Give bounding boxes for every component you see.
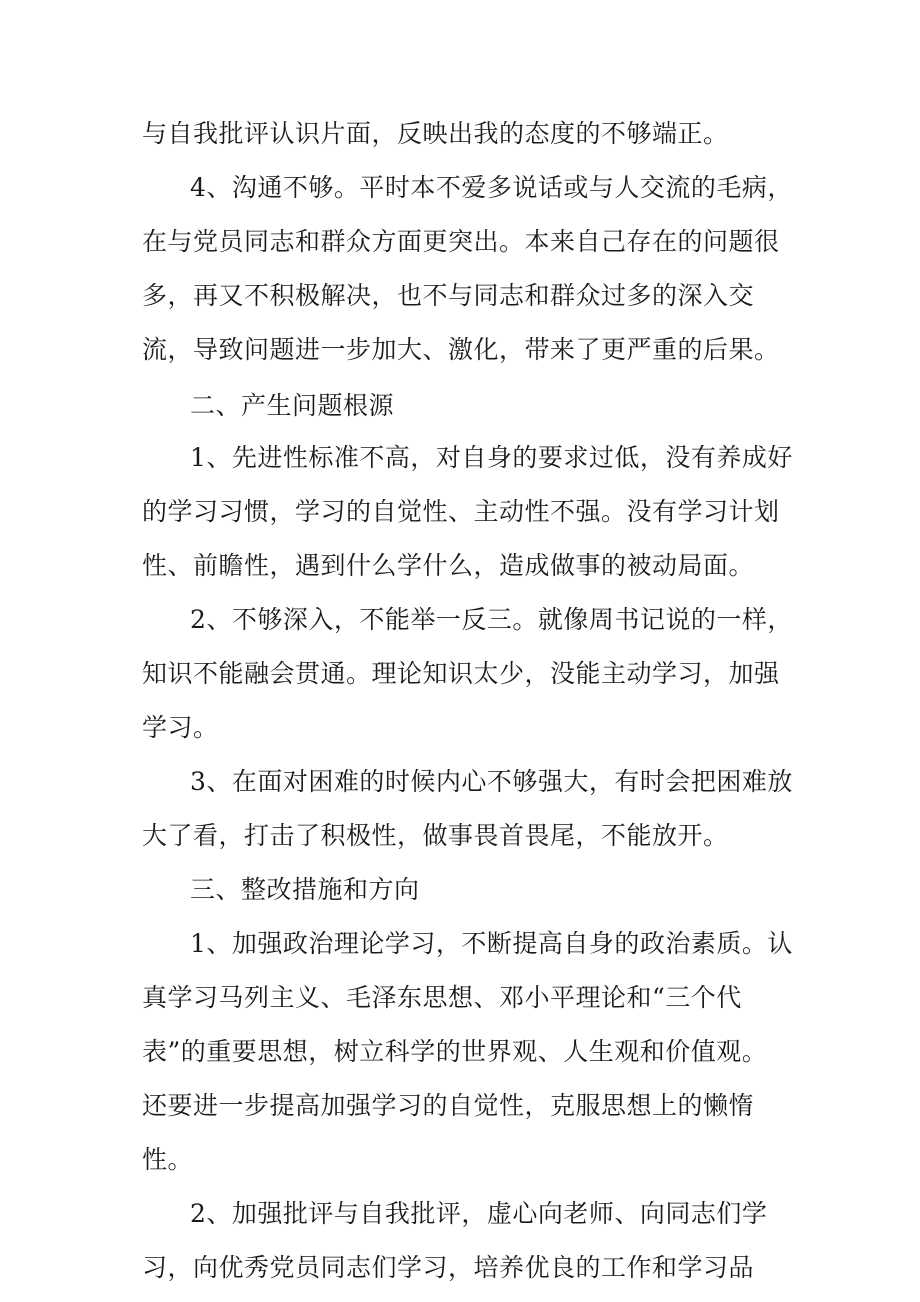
text-line: 大了看，打击了积极性，做事畏首畏尾，不能放开。 xyxy=(142,821,729,850)
text-line: 性、前瞻性，遇到什么学什么，造成做事的被动局面。 xyxy=(142,551,755,580)
text-line: 流，导致问题进一步加大、激化，带来了更严重的后果。 xyxy=(142,335,780,364)
text-line: 4、沟通不够。平时本不爱多说话或与人交流的毛病， xyxy=(190,173,793,202)
text-line: 在与党员同志和群众方面更突出。本来自己存在的问题很 xyxy=(142,227,780,256)
text-line: 知识不能融会贯通。理论知识太少，没能主动学习，加强 xyxy=(142,659,780,688)
section-heading: 二、产生问题根源 xyxy=(190,391,395,420)
text-line: 学习。 xyxy=(142,713,219,742)
text-line: 表”的重要思想，树立科学的世界观、人生观和价值观。 xyxy=(142,1037,768,1066)
text-line: 的学习习惯，学习的自觉性、主动性不强。没有学习计划 xyxy=(142,497,780,526)
text-line: 1、先进性标准不高，对自身的要求过低，没有养成好 xyxy=(190,443,793,472)
text-line: 与自我批评认识片面，反映出我的态度的不够端正。 xyxy=(142,119,729,148)
text-line: 真学习马列主义、毛泽东思想、邓小平理论和“三个代 xyxy=(142,983,742,1012)
text-line: 2、不够深入，不能举一反三。就像周书记说的一样， xyxy=(190,605,793,634)
text-line: 2、加强批评与自我批评，虚心向老师、向同志们学 xyxy=(190,1199,768,1228)
text-line: 性。 xyxy=(142,1145,194,1174)
text-line: 习，向优秀党员同志们学习，培养优良的工作和学习品 xyxy=(142,1253,755,1282)
text-line: 3、在面对困难的时候内心不够强大，有时会把困难放 xyxy=(190,767,793,796)
text-line: 还要进一步提高加强学习的自觉性，克服思想上的懒惰 xyxy=(142,1091,755,1120)
section-heading: 三、整改措施和方向 xyxy=(190,875,420,904)
text-line: 多，再又不积极解决，也不与同志和群众过多的深入交 xyxy=(142,281,755,310)
text-line: 1、加强政治理论学习，不断提高自身的政治素质。认 xyxy=(190,929,793,958)
